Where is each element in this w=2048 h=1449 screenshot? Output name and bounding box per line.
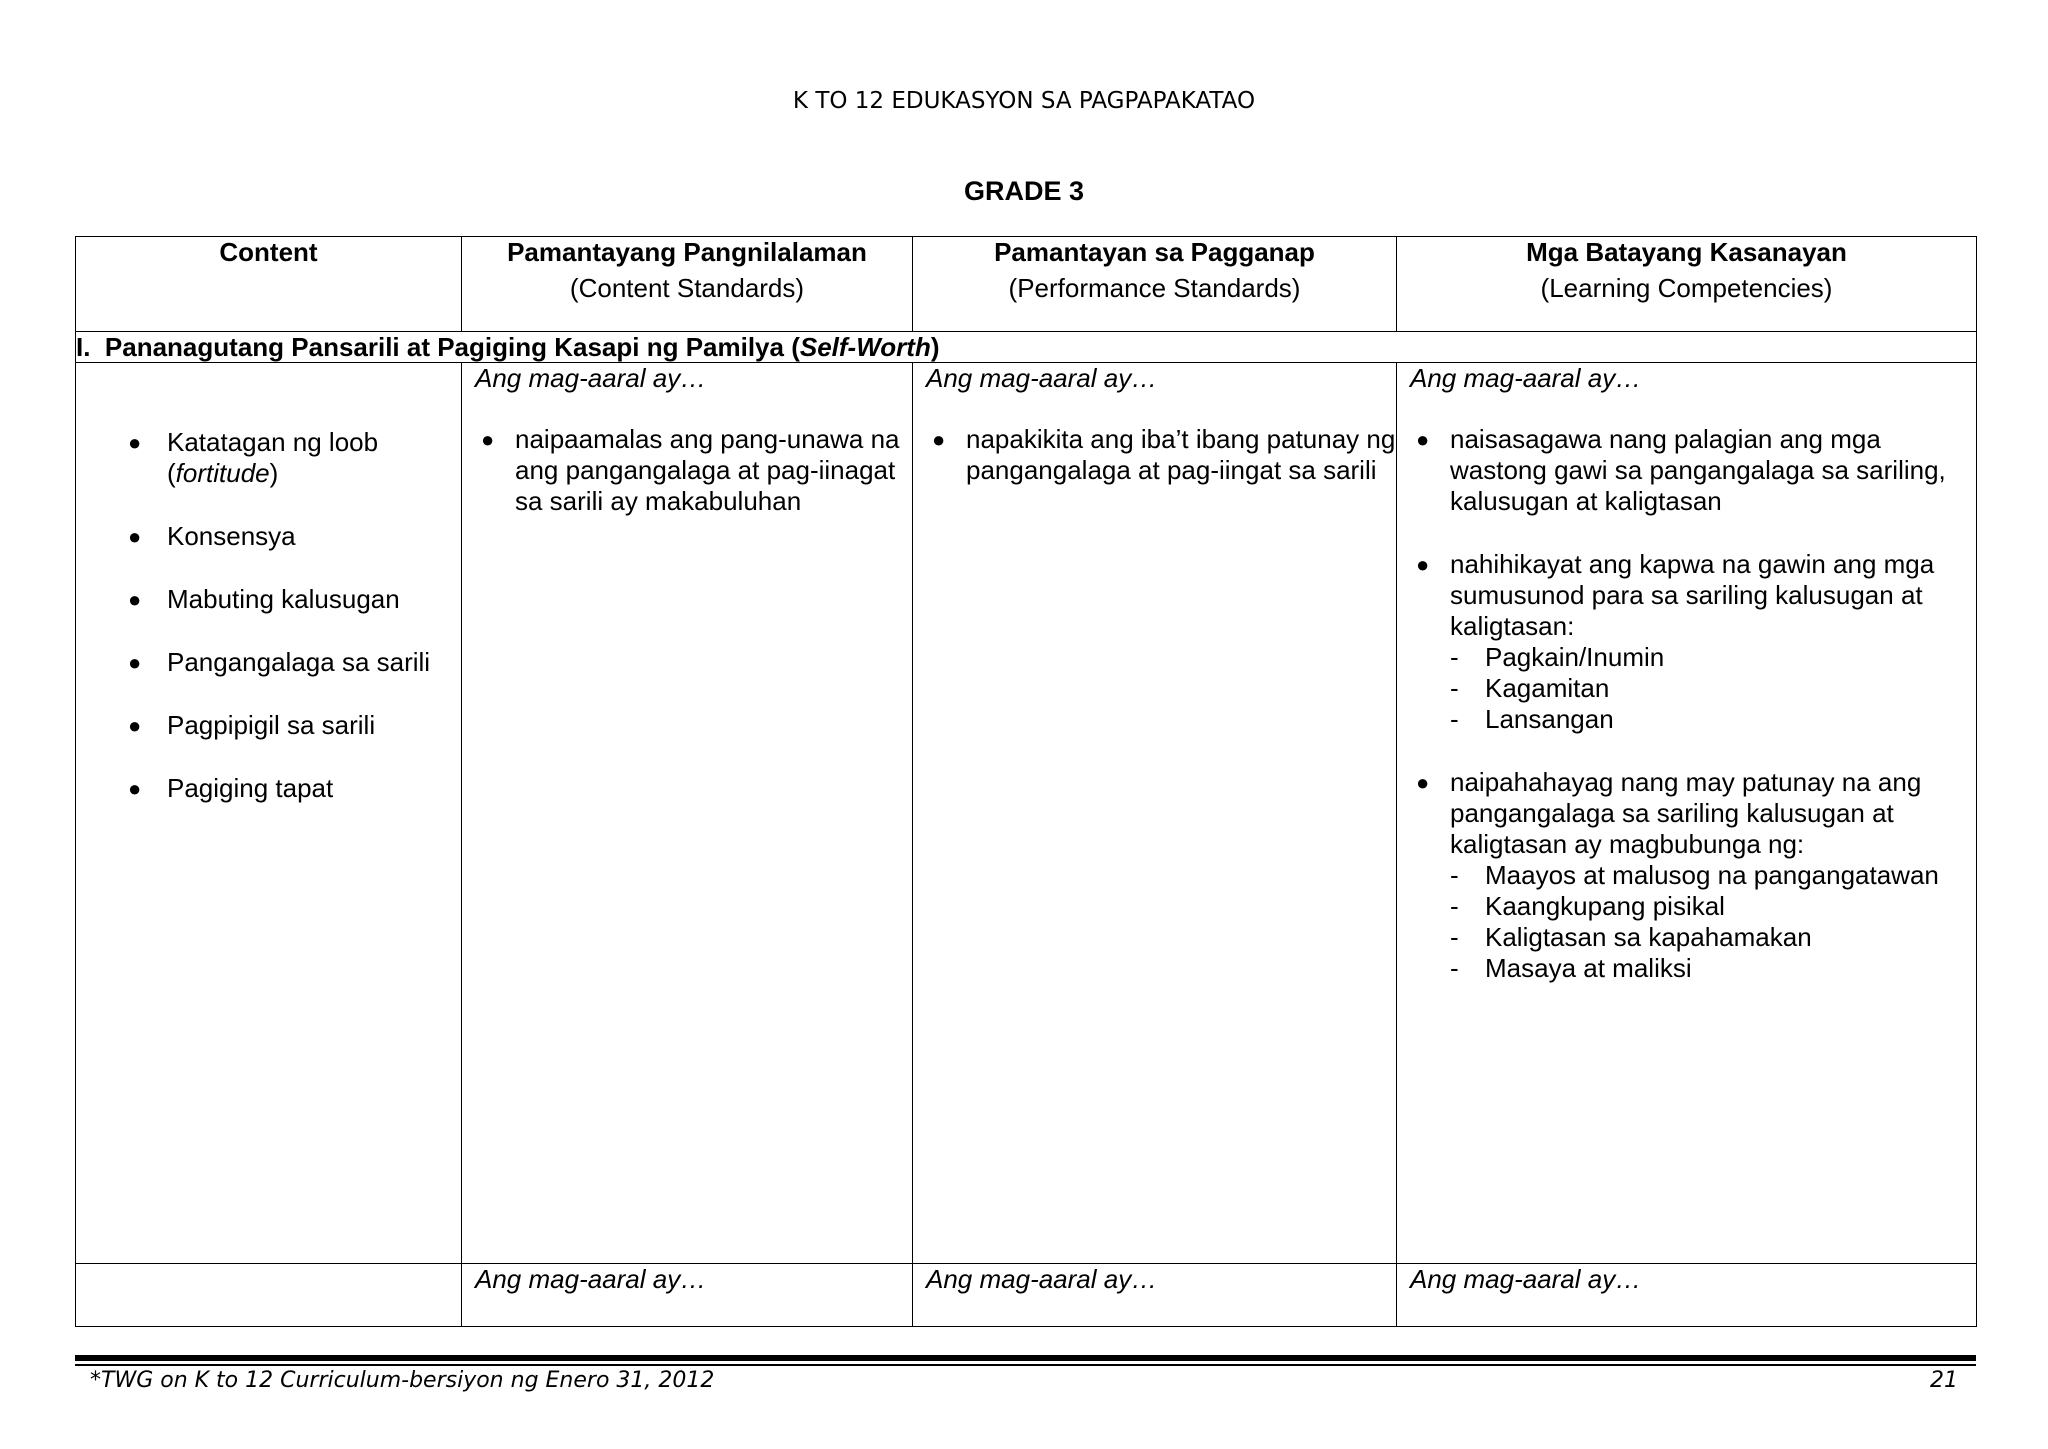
curriculum-table <box>75 236 1977 1327</box>
dash-icon: - <box>1450 953 1459 983</box>
content-item-text: Mabuting kalusugan <box>167 584 400 614</box>
bullet-icon: ● <box>1416 552 1430 577</box>
performance-standard-text: napakikita ang iba’t ibang patunay ng pangangalaga at pag-iingat sa sarili <box>966 424 1396 485</box>
dash-icon: - <box>1450 922 1459 952</box>
column-header-learning-competencies <box>1397 237 1977 332</box>
sub-list <box>1450 860 1976 984</box>
list-item <box>462 424 912 517</box>
bullet-icon: ● <box>128 524 142 549</box>
lead-text: Ang mag-aaral ay… <box>475 1264 707 1294</box>
content-item-italic: fortitude <box>175 458 270 488</box>
content-standards-list <box>462 424 912 517</box>
dash-icon: - <box>1450 673 1459 703</box>
empty-cell <box>76 1264 462 1327</box>
column-subtitle: (Performance Standards) <box>1008 273 1301 303</box>
dash-icon: - <box>1450 642 1459 672</box>
sub-list-item <box>1450 891 1976 922</box>
footer-rule-thin <box>75 1364 1976 1366</box>
column-subtitle: (Learning Competencies) <box>1540 273 1833 303</box>
list-item <box>1397 549 1976 735</box>
content-item-text: Pagiging tapat <box>167 773 334 803</box>
list-item <box>1397 767 1976 984</box>
competency-text: naisasagawa nang palagian ang mga wastong gawi sa pangangalaga sa sariling, kalusugan at kaligtasan <box>1450 424 1946 516</box>
sub-list-item <box>1450 860 1976 891</box>
sub-list-item <box>1450 642 1976 673</box>
content-item-text: Pangangalaga sa sarili <box>167 647 431 677</box>
performance-standards-cell <box>913 363 1397 1264</box>
sub-item-text: Kaangkupang pisikal <box>1485 891 1725 921</box>
sub-list-item <box>1450 922 1976 953</box>
footer-note: *TWG on K to 12 Curriculum-bersiyon ng Enero 31, 2012 <box>90 1368 715 1393</box>
content-item-suffix: ) <box>269 458 279 488</box>
lead-text: Ang mag-aaral ay… <box>926 1264 1158 1294</box>
bullet-icon: ● <box>932 427 946 452</box>
sub-item-text: Maayos at malusog na pangangatawan <box>1485 860 1939 890</box>
performance-standards-cell <box>913 1264 1397 1327</box>
list-item <box>114 427 461 489</box>
bullet-icon: ● <box>128 713 142 738</box>
dash-icon: - <box>1450 891 1459 921</box>
column-title: Pamantayan sa Pagganap <box>994 237 1315 267</box>
sub-item-text: Lansangan <box>1485 704 1614 734</box>
bullet-icon: ● <box>128 587 142 612</box>
dash-icon: - <box>1450 860 1459 890</box>
content-list <box>76 427 461 804</box>
competency-text: naipahahayag nang may patunay na ang pangangalaga sa sariling kalusugan at kaligtasan ay magbubunga ng: <box>1450 767 1922 859</box>
lead-text: Ang mag-aaral ay… <box>1410 363 1642 393</box>
page-number: 21 <box>1930 1368 1958 1393</box>
sub-item-text: Pagkain/Inumin <box>1485 642 1665 672</box>
section-row <box>76 332 1977 363</box>
content-item-text: Konsensya <box>167 521 296 551</box>
bullet-icon: ● <box>1416 427 1430 452</box>
content-cell <box>76 363 462 1264</box>
competencies-list <box>1397 424 1976 984</box>
performance-standards-list <box>913 424 1396 486</box>
list-item <box>114 710 461 741</box>
column-header-content <box>76 237 462 332</box>
content-standards-cell <box>462 363 913 1264</box>
lead-text: Ang mag-aaral ay… <box>475 363 707 393</box>
section-title-suffix: ) <box>930 332 940 362</box>
sub-list-item <box>1450 953 1976 984</box>
sub-list-item <box>1450 673 1976 704</box>
list-item <box>114 584 461 615</box>
sub-item-text: Kaligtasan sa kapahamakan <box>1485 922 1812 952</box>
column-subtitle: (Content Standards) <box>569 273 805 303</box>
bullet-icon: ● <box>481 427 495 452</box>
sub-list-item <box>1450 704 1976 735</box>
footer-rule-thick <box>75 1355 1976 1361</box>
column-header-content-standards <box>462 237 913 332</box>
table-footer-row <box>76 1264 1977 1327</box>
sub-list <box>1450 642 1976 735</box>
learning-competencies-cell <box>1397 363 1977 1264</box>
column-title: Content <box>219 237 318 267</box>
section-heading <box>76 332 1977 363</box>
section-title: Pananagutang Pansarili at Pagiging Kasapi ng Pamilya ( <box>104 332 800 362</box>
column-header-performance-standards <box>913 237 1397 332</box>
lead-text: Ang mag-aaral ay… <box>1410 1264 1642 1294</box>
list-item <box>114 521 461 552</box>
section-number: I. <box>76 332 91 362</box>
table-body-row <box>76 363 1977 1264</box>
content-standards-cell <box>462 1264 913 1327</box>
dash-icon: - <box>1450 704 1459 734</box>
bullet-icon: ● <box>128 650 142 675</box>
list-item <box>1397 424 1976 517</box>
list-item <box>913 424 1396 486</box>
learning-competencies-cell <box>1397 1264 1977 1327</box>
table-header-row <box>76 237 1977 332</box>
list-item <box>114 773 461 804</box>
bullet-icon: ● <box>128 776 142 801</box>
grade-title: GRADE 3 <box>963 176 1085 206</box>
section-title-italic: Self-Worth <box>799 332 931 362</box>
sub-item-text: Masaya at maliksi <box>1485 953 1692 983</box>
column-title: Pamantayang Pangnilalaman <box>507 237 867 267</box>
lead-text: Ang mag-aaral ay… <box>926 363 1158 393</box>
competency-text: nahihikayat ang kapwa na gawin ang mga sumusunod para sa sariling kalusugan at kaligtasan: <box>1450 549 1935 641</box>
column-title: Mga Batayang Kasanayan <box>1526 237 1847 267</box>
content-item-text: Pagpipigil sa sarili <box>167 710 376 740</box>
content-standard-text: naipaamalas ang pang-unawa na ang pangangalaga at pag-iinagat sa sarili ay makabuluhan <box>515 424 900 516</box>
list-item <box>114 647 461 678</box>
document-header: K TO 12 EDUKASYON SA PAGPAPAKATAO <box>792 88 1256 114</box>
bullet-icon: ● <box>1416 770 1430 795</box>
sub-item-text: Kagamitan <box>1485 673 1610 703</box>
bullet-icon: ● <box>128 430 142 455</box>
content-item-text: Katatagan ng loob ( <box>167 427 379 488</box>
